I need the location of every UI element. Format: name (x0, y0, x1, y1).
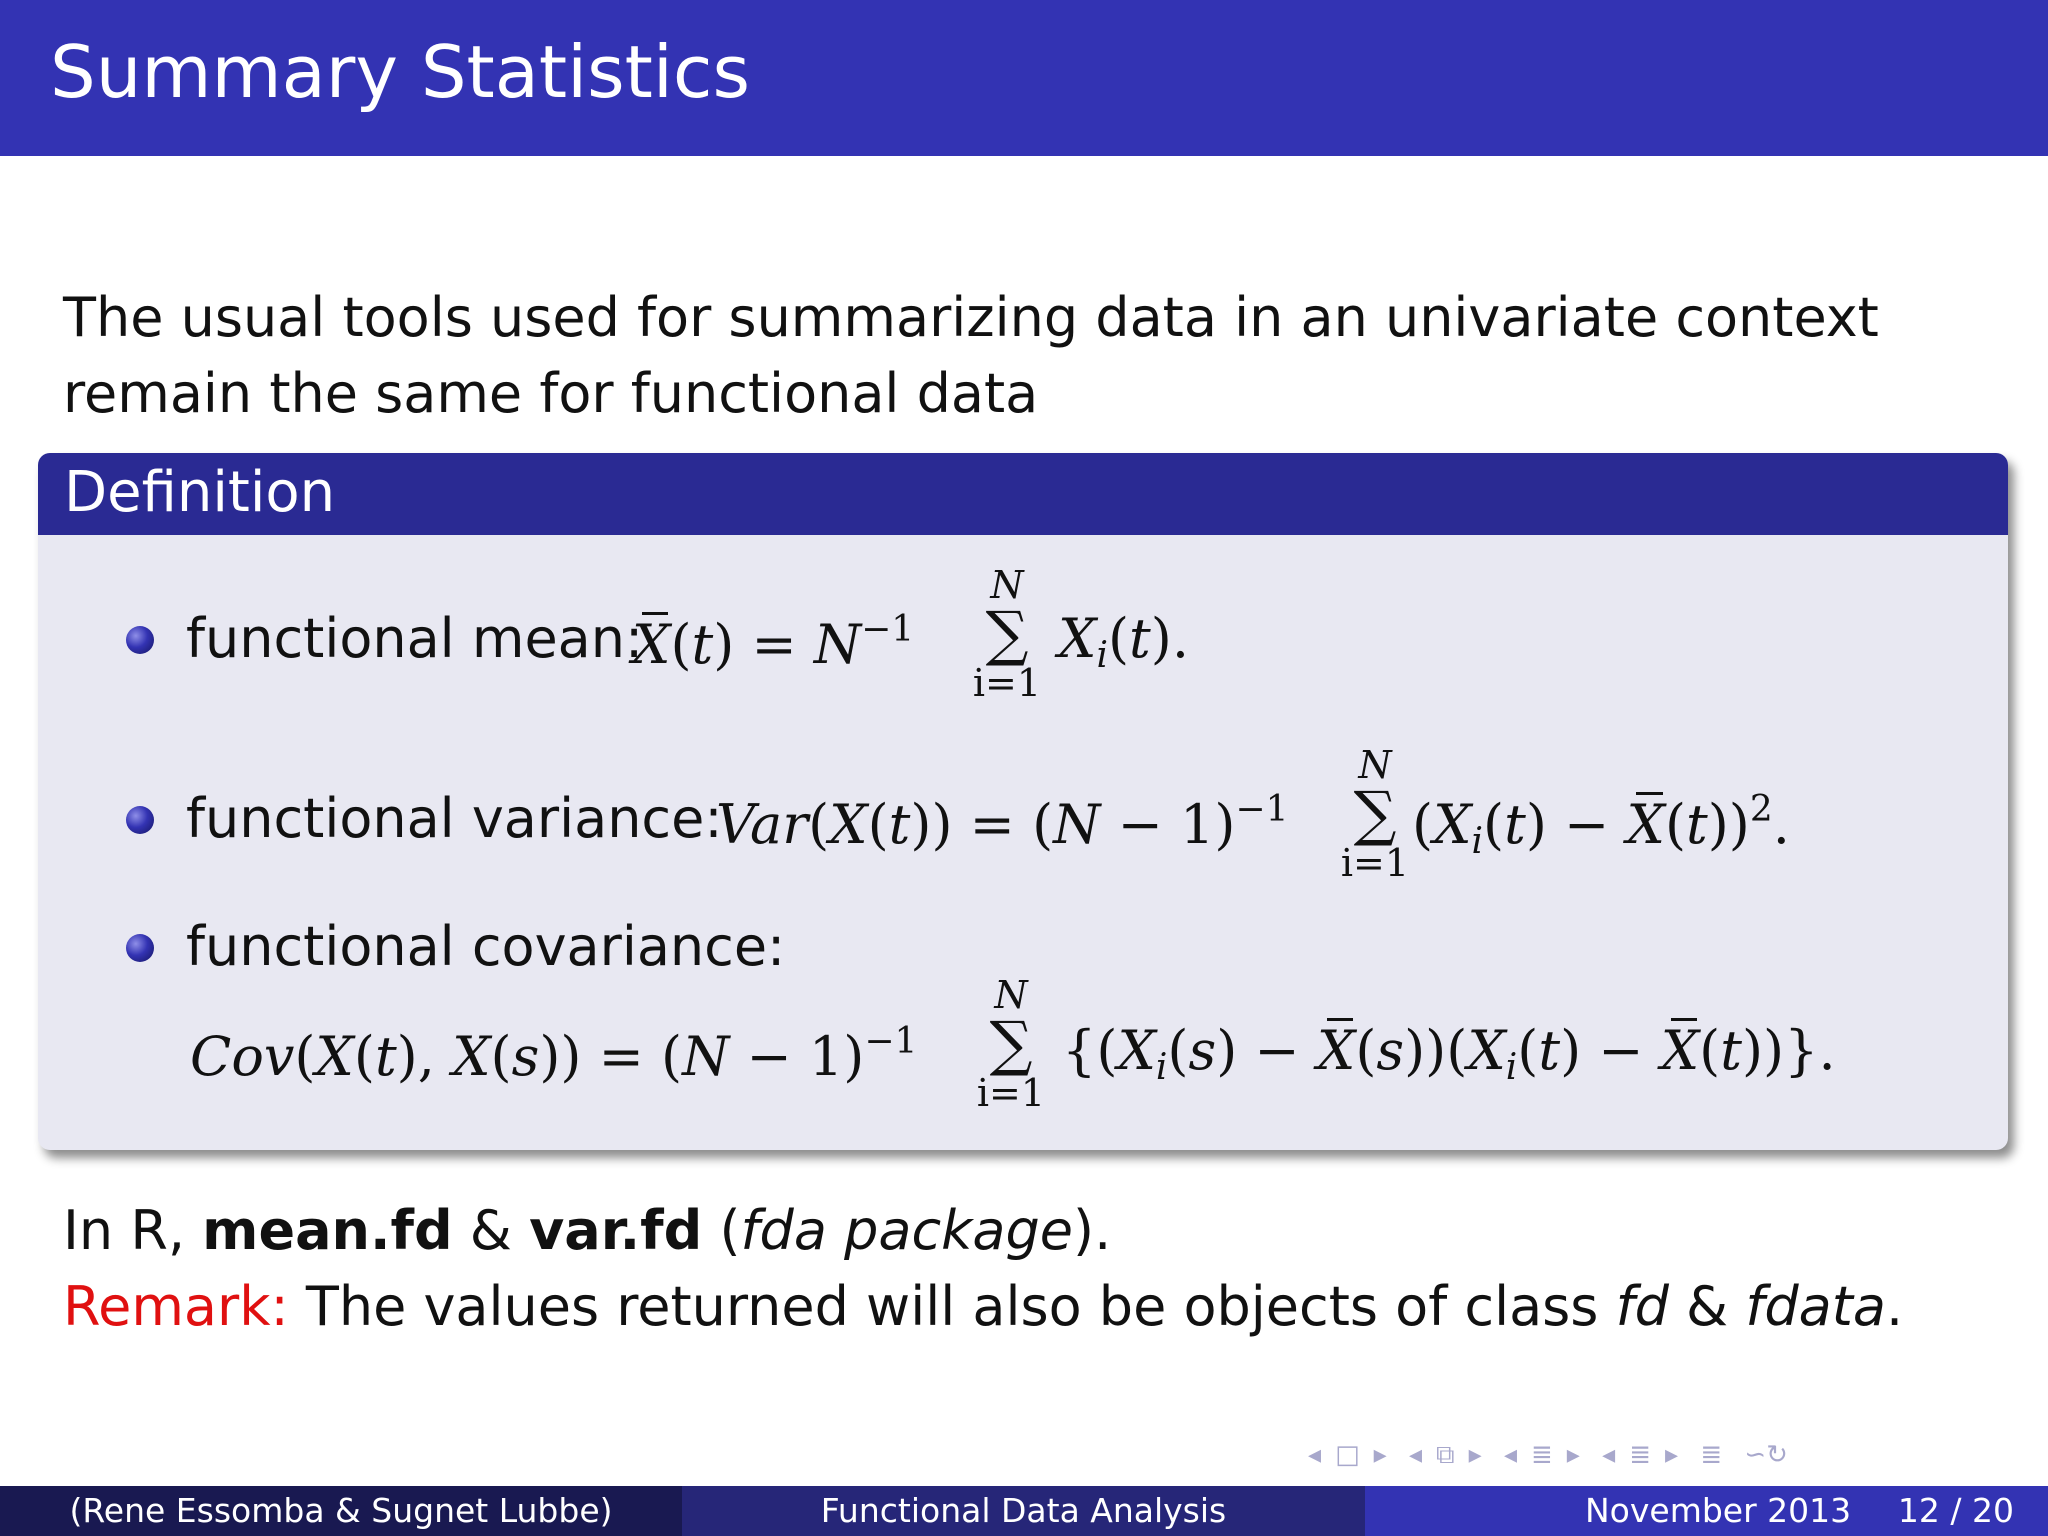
nav-section-icon[interactable]: ≣ (1629, 1440, 1651, 1470)
sum-lower-covariance: i=1 (976, 1071, 1046, 1115)
sum-upper-variance: N (1358, 743, 1392, 787)
r-paren-close: ). (1073, 1199, 1112, 1262)
sum-symbol-covariance: N ∑ i=1 (966, 976, 1056, 1112)
class-fdata: fdata (1745, 1275, 1886, 1338)
r-functions-line (63, 1199, 1112, 1262)
footer-authors: (Rene Essomba & Sugnet Lubbe) (0, 1486, 682, 1536)
navigation-bar (1308, 1440, 2028, 1470)
definition-heading: Definition (64, 460, 336, 525)
formula-mean-left: $X(t) = N^{-1}$ (632, 609, 915, 676)
item-label-mean: functional mean: (186, 607, 644, 670)
nav-subsection-next-icon[interactable]: ▸ (1566, 1440, 1580, 1470)
r-prefix: In R, (63, 1199, 203, 1262)
formula-variance-right: $(X_i(t) - X(t))^2$. (1412, 789, 1790, 862)
intro-text: The usual tools used for summarizing data in an univariate context remain the same for functional data (63, 286, 1879, 425)
sum-upper-covariance: N (994, 973, 1028, 1017)
remark-amp: & (1668, 1275, 1746, 1338)
nav-section-next-icon[interactable]: ▸ (1664, 1440, 1679, 1470)
footer-right (1365, 1486, 2048, 1536)
bullet-icon (126, 934, 154, 962)
nav-subsection-icon[interactable]: ≣ (1531, 1440, 1553, 1470)
formula-variance-left: $Var(X(t)) = (N - 1)^{-1}$ (716, 789, 1289, 856)
sum-lower-variance: i=1 (1340, 841, 1410, 885)
nav-frame-box-icon[interactable]: ⧉ (1436, 1440, 1455, 1470)
nav-subsection-prev-icon[interactable]: ◂ (1503, 1440, 1517, 1470)
bullet-icon (126, 626, 154, 654)
footer-date: November 2013 (1585, 1491, 1852, 1530)
item-label-covariance: functional covariance: (186, 915, 786, 978)
bullet-icon (126, 806, 154, 834)
remark-line (63, 1275, 1904, 1338)
var-fd-function: var.fd (529, 1199, 703, 1262)
mean-fd-function: mean.fd (202, 1199, 453, 1262)
definition-header (38, 453, 2008, 535)
formula-covariance-left: Cov(X(t), $X(s)) = (N - 1)^{-1}$ (190, 1021, 918, 1088)
fda-package: fda package (740, 1199, 1073, 1262)
r-amp: & (452, 1199, 530, 1262)
footer-bar (0, 1486, 2048, 1536)
formula-mean-right: $X_i(t)$. (1058, 607, 1189, 676)
remark-end: . (1886, 1275, 1904, 1338)
nav-search-icon[interactable]: ∽↻ (1744, 1440, 1788, 1470)
class-fd: fd (1615, 1275, 1669, 1338)
remark-text: The values returned will also be objects of class (288, 1275, 1616, 1338)
nav-frame-prev-icon[interactable]: ◂ (1408, 1440, 1423, 1470)
sum-lower-mean: i=1 (972, 661, 1042, 705)
nav-slide-box-icon[interactable]: □ (1335, 1440, 1360, 1470)
footer-page-number: 12 / 20 (1897, 1491, 2014, 1530)
sum-symbol-mean: N ∑ i=1 (962, 566, 1052, 702)
formula-covariance-right: $\{(X_i(s) - X(s))(X_i(t) - X(t))\}$. (1062, 1019, 1836, 1088)
slide-title: Summary Statistics (50, 30, 750, 114)
sum-upper-mean: N (990, 563, 1024, 607)
item-label-variance: functional variance: (186, 787, 723, 850)
r-paren-open: ( (702, 1199, 741, 1262)
nav-slide-next-icon[interactable]: ▸ (1373, 1440, 1387, 1470)
remark-label: Remark: (63, 1275, 289, 1338)
nav-frame-next-icon[interactable]: ▸ (1468, 1440, 1482, 1470)
sum-symbol-variance: N ∑ i=1 (1330, 746, 1420, 882)
footer-talk-title: Functional Data Analysis (682, 1486, 1365, 1536)
nav-align-icon[interactable]: ≣ (1700, 1440, 1723, 1470)
nav-section-prev-icon[interactable]: ◂ (1602, 1440, 1616, 1470)
nav-slide-prev-icon[interactable]: ◂ (1308, 1440, 1322, 1470)
title-bar (0, 0, 2048, 156)
